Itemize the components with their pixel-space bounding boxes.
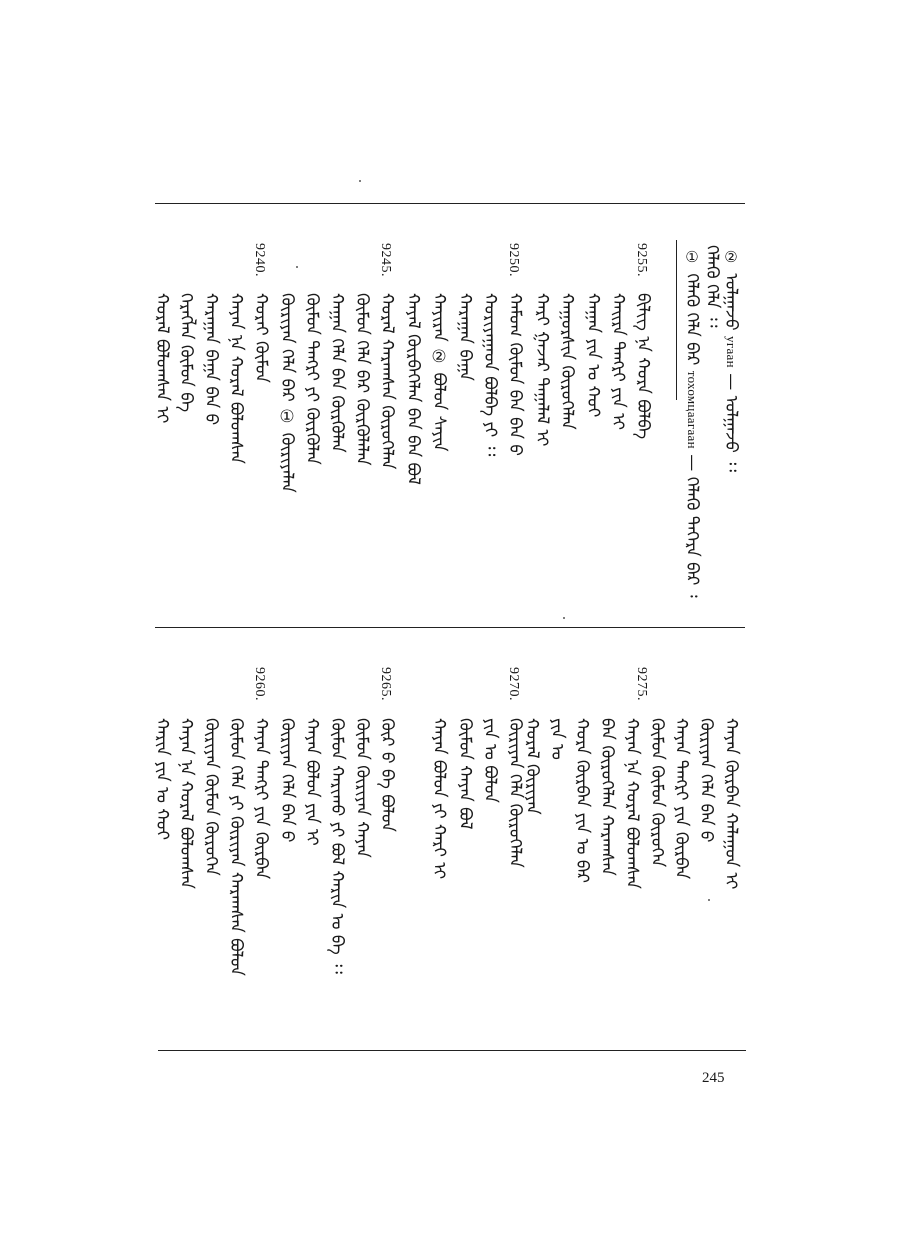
line-number: 9255. <box>634 243 649 277</box>
verse-line: ᠬᠠᠶᠠᠨ ᠪᠣᠯᠤᠨ ᠶᠢ ᠬᠠᠷᠢ ᠢ <box>429 718 449 880</box>
verse-line: ᠬᠠᠶᠠᠨ ᠲᠡᠩᠷᠢ ᠶᠢᠨ ᠬᠦᠷᠪᠡᠨ <box>671 718 691 880</box>
footnote-dash: — <box>721 373 741 391</box>
verse-line: ᠪᠢᠯᠢᠭ ᠨᠡ ᠬᠤᠷᠠ ᠪᠣᠯᠪᠠ <box>633 293 653 440</box>
verse-line: ᠬᠠᠶᠠᠨ ᠬᠦᠷᠪᠡᠨ ᠬᠠᠯᠠᠭᠤᠨ ᠢ <box>721 718 741 890</box>
verse-line: ᠬᠡᠷᠡᠭᠯᠡᠨ ᠬᠦᠮᠦᠨ ᠪᠡ <box>176 293 196 413</box>
verse-line: ᠬᠤᠷᠠᠯ ᠬᠠᠷᠠᠭᠰᠠᠨ ᠬᠦᠷᠦᠭᠡᠯᠡᠨ <box>377 293 397 470</box>
footnote-text: ᠬᠡᠯᠡᠬᠦ ᠬᠡᠯᠡ ᠄᠄ <box>702 245 722 328</box>
footnote-2 <box>683 246 700 598</box>
footnote-latin: тохомцаагаан <box>685 370 700 449</box>
verse-line: ᠬᠠᠮᠤᠭ ᠬᠦᠮᠦᠨ ᠪᠡᠨ ᠪᠠᠨ ᠪ <box>505 293 525 456</box>
verse-line: ᠬᠦᠷᠢᠶᠡᠨ ᠬᠡᠯᠡ ᠪᠡᠷ ① ᠬᠦᠷᠢᠶᠡᠯᠡᠨ <box>277 293 297 493</box>
verse-line: ᠬᠠᠶᠠᠨ ᠨᠡ ᠬᠤᠷᠠᠯ ᠪᠣᠯᠤᠭᠰᠠᠨ <box>176 718 196 889</box>
footnote-text: ᠣᠯᠭᠠᠵᠤ <box>721 273 741 331</box>
footnote-1-continuation <box>703 245 720 328</box>
verse-line: ᠬᠦᠮᠦᠨ ᠬᠡᠯᠡ ᠶᠢ ᠬᠦᠷᠢᠶᠡᠨ ᠬᠠᠷᠠᠭᠰᠠᠨ ᠪᠣᠯᠤᠨ <box>226 718 246 976</box>
verse-line: ᠬᠠᠷᠠᠭᠠᠨ ᠪᠠᠭᠠ <box>455 293 475 381</box>
verse-line: ᠬᠤᠷᠠᠯ ᠪᠣᠯᠤᠭᠰᠠᠨ ᠢ <box>152 293 172 424</box>
line-number: 9270. <box>506 667 521 701</box>
verse-line: ᠬᠦᠷᠢᠶᠡᠨ ᠬᠦᠮᠦᠨ ᠬᠦᠷᠦᠭᠡᠨ <box>201 718 221 876</box>
verse-line: ᠬᠠᠶᠠᠯ ᠬᠦᠷᠪᠡᠭᠡᠯᠡᠨ ᠪᠡᠨ ᠪᠠᠨ ᠪᠣᠯ <box>403 293 423 485</box>
top-rule <box>155 203 745 204</box>
line-number: 9260. <box>252 667 267 701</box>
speck-2 <box>563 617 565 619</box>
verse-line: ᠬᠠᠭᠤᠷᠰᠢᠨ ᠬᠦᠷᠦᠭᠡᠯᠡᠨ <box>557 293 577 430</box>
verse-line: ᠬᠦᠮᠦᠨ ᠬᠦᠮᠦᠨ ᠬᠦᠷᠦᠭᠡᠨ <box>647 718 667 868</box>
footnote-marker: ② <box>722 248 740 266</box>
verse-line: ᠬᠠᠶᠠᠨ ᠨᠡ ᠬᠤᠷᠠᠯ ᠪᠣᠯᠤᠭᠰᠠᠨ <box>622 718 642 889</box>
line-number: 9265. <box>378 667 393 701</box>
footnote-text: ᠬᠡᠯᠡᠬᠦ ᠳᠡᠭᠡᠷᠡ ᠪᠡᠷ ᠄ <box>682 476 702 598</box>
verse-line: ᠬᠠᠶᠠᠨ ᠪᠣᠯᠤᠨ ᠶᠢᠨ ᠢ <box>302 718 322 846</box>
verse-line: ᠬᠤᠷᠠᠯ ᠬᠦᠷᠢᠶᠡᠨ <box>522 718 542 815</box>
footnote-dash: — <box>682 454 702 472</box>
verse-line: ᠬᠠᠷᠢᠨ ᠶᠢᠨ ᠤ ᠬᠤᠢ <box>152 718 172 841</box>
bottom-rule <box>158 1050 746 1051</box>
verse-line: ᠬᠠᠶᠠᠨ ᠨᠡ ᠬᠤᠷᠠᠯ ᠪᠣᠯᠤᠭᠰᠠᠨ <box>226 293 246 464</box>
verse-line: ᠬᠦᠷᠢᠶᠡᠨ ᠬᠡᠯᠡ ᠬᠦᠷᠦᠭᠡᠯᠡᠨ <box>505 718 525 868</box>
speck-3 <box>296 266 298 268</box>
line-number: 9245. <box>378 243 393 277</box>
line-number: 9250. <box>506 243 521 277</box>
verse-line: ᠬᠠᠢᠷᠠ ᠲᠡᠩᠷᠢ ᠶᠢᠨ ᠢ <box>608 293 628 431</box>
verse-line: ᠶᠢᠨ ᠤ ᠪᠣᠯᠤᠨ <box>480 718 500 803</box>
footnote-text: ᠣᠯᠭᠠᠵᠤ ᠄᠄ <box>721 395 741 473</box>
page-number: 245 <box>702 1070 725 1086</box>
verse-line: ᠬᠠᠭᠠᠨ ᠬᠡᠯᠡ ᠪᠡᠨ ᠬᠦᠷᠬᠦᠯᠡᠨ <box>327 293 347 453</box>
verse-line: ᠬᠦᠮᠦᠨ ᠬᠠᠷᠢᠬᠤ ᠶᠢ ᠪᠣᠯ ᠬᠠᠷᠢᠨ ᠤ ᠪᠠ ᠄᠄ <box>327 718 347 974</box>
speck-1 <box>359 180 361 182</box>
verse-line: ᠬᠤᠷᠠᠶ ᠬᠦᠮᠦᠨ <box>251 293 271 383</box>
footnote-marker: ① <box>683 248 701 266</box>
verse-line: ᠬᠦᠷ ᠪ ᠪᠡ ᠪᠣᠯᠤᠨ <box>377 718 397 832</box>
verse-line: ᠶᠢᠨ ᠤ <box>547 718 567 760</box>
verse-line: ᠬᠦᠮᠦᠨ ᠬᠦᠷᠢᠶᠡᠨ ᠬᠠᠶᠠᠨ <box>352 718 372 858</box>
verse-line: ᠬᠠᠭᠠᠨ ᠶᠢᠨ ᠤ ᠬᠤᠢ <box>583 293 603 418</box>
verse-line: ᠬᠦᠷᠢᠶᠡᠨ ᠬᠡᠯᠡ ᠪᠡᠨ ᠪ <box>277 718 297 843</box>
verse-line: ᠬᠤᠷᠢᠶᠠᠭᠠᠳ ᠪᠣᠯᠪᠠ ᠶᠢ ᠄᠄ <box>480 293 500 457</box>
verse-line: ᠬᠤᠷᠠ ᠬᠦᠷᠪᠡᠨ ᠶᠢᠨ ᠤ ᠪᠡᠷ <box>572 718 592 884</box>
verse-line: ᠬᠦᠮᠦᠨ ᠬᠠᠶᠠᠨ ᠪᠣᠯ <box>455 718 475 830</box>
verse-line: ᠬᠦᠷᠢᠶᠡᠨ ᠬᠡᠯᠡ ᠪᠡᠨ ᠪ <box>696 718 716 843</box>
speck-4 <box>708 899 710 901</box>
verse-line: ᠬᠦᠮᠦᠨ ᠬᠡᠯᠡ ᠪᠡᠷ ᠬᠦᠷᠬᠦᠯᠡᠯᠡᠨ <box>352 293 372 466</box>
middle-rule <box>155 627 745 628</box>
footnote-text: ᠬᠡᠯᠡᠬᠦ ᠬᠡᠯᠡ ᠪᠡᠷ <box>682 273 702 366</box>
line-number: 9275. <box>634 667 649 701</box>
verse-line: ᠬᠠᠶᠠᠨ ᠲᠡᠩᠷᠢ ᠶᠢᠨ ᠬᠦᠷᠪᠡᠨ <box>251 718 271 880</box>
line-number: 9240. <box>252 243 267 277</box>
footnote-1 <box>722 246 739 472</box>
verse-line: ᠬᠠᠷᠠᠭᠠᠨ ᠪᠠᠭᠠ ᠪᠠᠨ ᠪ <box>201 293 221 426</box>
verse-line: ᠬᠠᠷᠢ ᠭᠠᠵᠠᠷ ᠲᠠᠭᠠᠯᠠᠯ ᠢ <box>532 293 552 447</box>
verse-line: ᠪᠡᠨ ᠬᠦᠷᠦᠭᠡᠯᠡᠨ ᠬᠠᠷᠠᠭᠰᠠᠨ <box>597 718 617 876</box>
verse-line: ᠬᠠᠶᠢᠷᠠᠨ ② ᠪᠣᠯᠤᠨ ᠰᠠᠶᠢᠨ <box>429 293 449 452</box>
footnote-separator <box>676 240 677 400</box>
verse-line: ᠬᠦᠮᠦᠨ ᠲᠡᠩᠷᠢ ᠶᠢ ᠬᠦᠷᠬᠦᠯᠡᠨ <box>302 293 322 465</box>
footnote-latin: yгаан <box>724 336 739 368</box>
